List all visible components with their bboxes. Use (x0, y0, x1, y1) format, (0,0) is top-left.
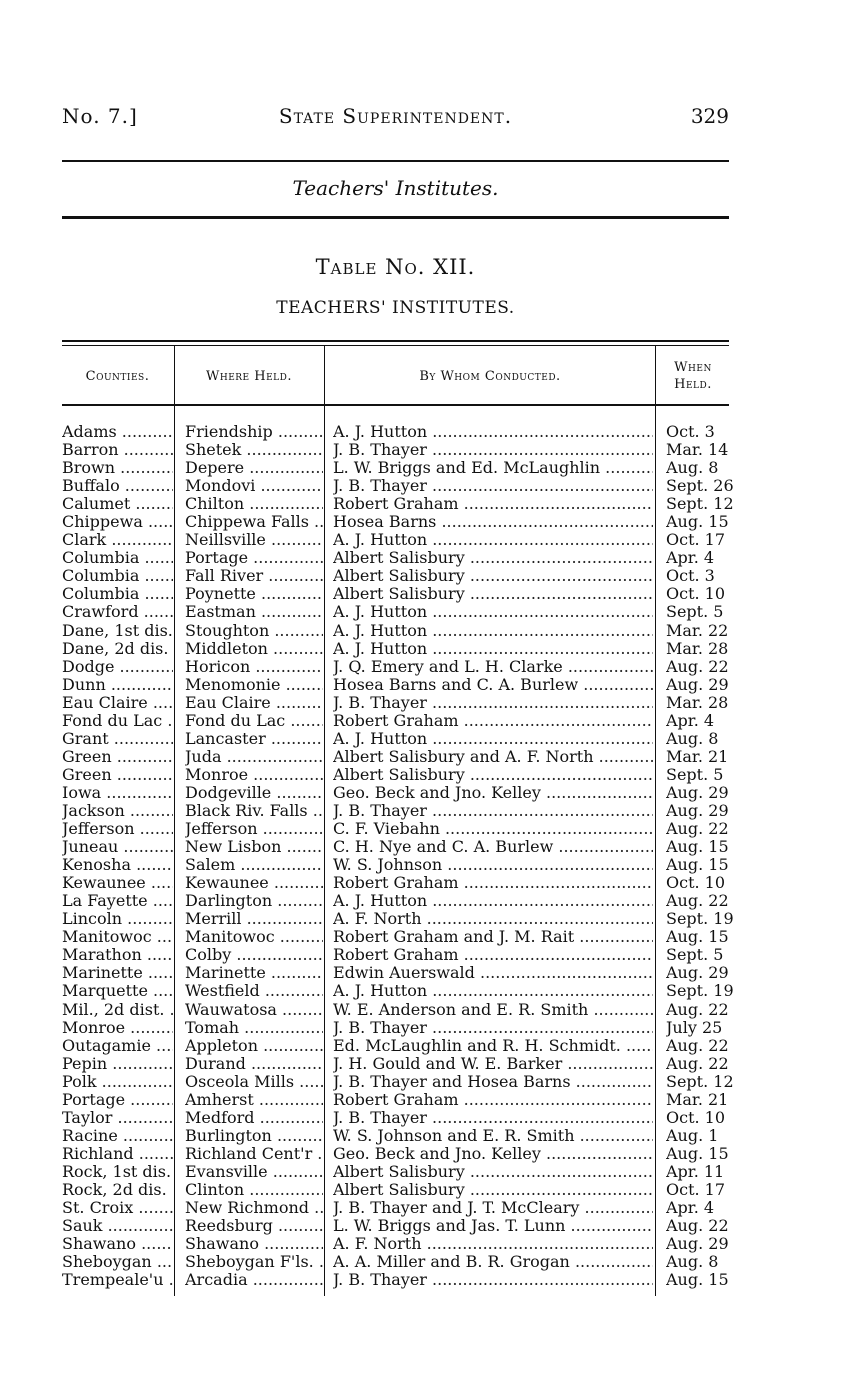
conductor-cell: J. B. Thayer ..... (333, 802, 653, 820)
table-row (62, 1235, 732, 1253)
table-row (62, 1181, 732, 1199)
table-row (62, 730, 732, 748)
conductor-cell: Albert Salisbury and A. F. North ..... (333, 748, 653, 766)
where-held-cell: Portage ..... (185, 549, 323, 567)
where-held-cell: New Lisbon ..... (185, 838, 323, 856)
table-row (62, 1019, 732, 1037)
where-held-cell: Neillsville ..... (185, 531, 323, 549)
county-cell: Dane, 1st dis. ..... (62, 622, 173, 640)
date-cell: Aug. 15 (666, 856, 729, 875)
date-cell: Aug. 8 (666, 459, 719, 478)
date-cell: July 25 (666, 1018, 723, 1037)
date-cell: Oct. 3 (666, 567, 715, 586)
conductor-cell: Geo. Beck and Jno. Kelley ..... (333, 1145, 653, 1163)
date-cell: Oct. 17 (666, 531, 726, 550)
date-cell: Aug. 22 (666, 892, 729, 911)
county-cell: Eau Claire ..... (62, 694, 173, 712)
where-held-cell: Chilton ..... (185, 495, 323, 513)
date-cell: Aug. 15 (666, 1271, 729, 1290)
table-row (62, 1145, 732, 1163)
county-cell: Trempeale'u ..... (62, 1271, 173, 1289)
conductor-cell: Hosea Barns ..... (333, 513, 653, 531)
where-held-cell: Marinette ..... (185, 964, 323, 982)
header-rule-bottom (62, 216, 729, 219)
date-cell: Apr. 11 (666, 1162, 725, 1181)
county-cell: Calumet ..... (62, 495, 173, 513)
county-cell: Outagamie ..... (62, 1037, 173, 1055)
where-held-cell: Horicon ..... (185, 658, 323, 676)
conductor-cell: J. B. Thayer ..... (333, 694, 653, 712)
where-held-cell: Evansville ..... (185, 1163, 323, 1181)
conductor-cell: A. J. Hutton ..... (333, 531, 653, 549)
conductor-cell: L. W. Briggs and Ed. McLaughlin ..... (333, 459, 653, 477)
where-held-cell: Richland Cent'r ..... (185, 1145, 323, 1163)
table-row (62, 1037, 732, 1055)
date-cell: Apr. 4 (666, 549, 715, 568)
conductor-cell: Albert Salisbury ..... (333, 766, 653, 784)
table-title: TEACHERS' INSTITUTES. (276, 298, 515, 318)
county-cell: Mil., 2d dist. ..... (62, 1001, 173, 1019)
conductor-cell: J. Q. Emery and L. H. Clarke ..... (333, 658, 653, 676)
where-held-cell: Stoughton ..... (185, 622, 323, 640)
where-held-cell: Friendship ..... (185, 423, 323, 441)
county-cell: Taylor ..... (62, 1109, 173, 1127)
date-cell: Sept. 5 (666, 946, 724, 965)
where-held-cell: Menomonie ..... (185, 676, 323, 694)
where-held-cell: Colby ..... (185, 946, 323, 964)
where-held-cell: Fall River ..... (185, 567, 323, 585)
conductor-cell: J. B. Thayer ..... (333, 1271, 653, 1289)
where-held-cell: Merrill ..... (185, 910, 323, 928)
county-cell: Grant ..... (62, 730, 173, 748)
date-cell: Apr. 4 (666, 1199, 715, 1218)
county-cell: Chippewa ..... (62, 513, 173, 531)
county-cell: Racine ..... (62, 1127, 173, 1145)
table-row (62, 946, 732, 964)
date-cell: Sept. 26 (666, 477, 734, 496)
county-cell: Buffalo ..... (62, 477, 173, 495)
table-row (62, 766, 732, 784)
header-bottom-rule (62, 404, 729, 406)
column-header-when-held: When Held. (674, 360, 712, 392)
table-row (62, 1001, 732, 1019)
table-row (62, 748, 732, 766)
county-cell: Sauk ..... (62, 1217, 173, 1235)
where-held-cell: Dodgeville ..... (185, 784, 323, 802)
county-cell: Marathon ..... (62, 946, 173, 964)
county-cell: Lincoln ..... (62, 910, 173, 928)
table-row (62, 549, 732, 567)
date-cell: Aug. 22 (666, 657, 729, 676)
conductor-cell: J. H. Gould and W. E. Barker ..... (333, 1055, 653, 1073)
where-held-cell: Poynette ..... (185, 585, 323, 603)
date-cell: Oct. 10 (666, 585, 726, 604)
running-title: State Superintendent. (278, 104, 513, 128)
where-held-cell: Amherst ..... (185, 1091, 323, 1109)
table-top-rule (62, 340, 729, 342)
where-held-cell: Westfield ..... (185, 982, 323, 1000)
county-cell: St. Croix ..... (62, 1199, 173, 1217)
where-held-cell: Black Riv. Falls ..... (185, 802, 323, 820)
table-row (62, 531, 732, 549)
county-cell: Shawano ..... (62, 1235, 173, 1253)
document-number: No. 7.] (62, 104, 138, 128)
table-row (62, 603, 732, 621)
where-held-cell: Shawano ..... (185, 1235, 323, 1253)
conductor-cell: W. E. Anderson and E. R. Smith ..... (333, 1001, 653, 1019)
date-cell: Sept. 12 (666, 495, 734, 514)
county-cell: Monroe ..... (62, 1019, 173, 1037)
table-row (62, 838, 732, 856)
conductor-cell: Robert Graham and J. M. Rait ..... (333, 928, 653, 946)
date-cell: Mar. 21 (666, 747, 729, 766)
table-row (62, 658, 732, 676)
county-cell: Fond du Lac ..... (62, 712, 173, 730)
table-row (62, 495, 732, 513)
table-row (62, 856, 732, 874)
where-held-cell: Mondovi ..... (185, 477, 323, 495)
where-held-cell: Kewaunee ..... (185, 874, 323, 892)
county-cell: Marinette ..... (62, 964, 173, 982)
table-row (62, 874, 732, 892)
conductor-cell: Edwin Auerswald ..... (333, 964, 653, 982)
table-row (62, 784, 732, 802)
date-cell: Sept. 19 (666, 982, 734, 1001)
conductor-cell: Hosea Barns and C. A. Burlew ..... (333, 676, 653, 694)
date-cell: Mar. 22 (666, 621, 729, 640)
table-row (62, 567, 732, 585)
county-cell: Marquette ..... (62, 982, 173, 1000)
date-cell: Aug. 29 (666, 964, 729, 983)
county-cell: Crawford ..... (62, 603, 173, 621)
where-held-cell: Jefferson ..... (185, 820, 323, 838)
date-cell: Aug. 15 (666, 838, 729, 857)
where-held-cell: Middleton ..... (185, 640, 323, 658)
where-held-cell: Depere ..... (185, 459, 323, 477)
table-row (62, 1271, 732, 1289)
where-held-cell: Appleton ..... (185, 1037, 323, 1055)
where-held-cell: Osceola Mills ..... (185, 1073, 323, 1091)
conductor-cell: A. J. Hutton ..... (333, 603, 653, 621)
date-cell: Mar. 28 (666, 639, 729, 658)
date-cell: Mar. 28 (666, 693, 729, 712)
date-cell: Aug. 15 (666, 928, 729, 947)
date-cell: Aug. 8 (666, 1253, 719, 1272)
table-row (62, 1253, 732, 1271)
table-row (62, 964, 732, 982)
where-held-cell: New Richmond ..... (185, 1199, 323, 1217)
county-cell: Adams ..... (62, 423, 173, 441)
conductor-cell: A. J. Hutton ..... (333, 982, 653, 1000)
conductor-cell: Albert Salisbury ..... (333, 549, 653, 567)
conductor-cell: Robert Graham ..... (333, 946, 653, 964)
table-row (62, 802, 732, 820)
date-cell: Aug. 22 (666, 820, 729, 839)
conductor-cell: Robert Graham ..... (333, 1091, 653, 1109)
page-number: 329 (690, 104, 729, 128)
date-cell: Oct. 3 (666, 423, 715, 441)
conductor-cell: L. W. Briggs and Jas. T. Lunn ..... (333, 1217, 653, 1235)
date-cell: Aug. 15 (666, 1144, 729, 1163)
date-cell: Aug. 22 (666, 1054, 729, 1073)
county-cell: Barron ..... (62, 441, 173, 459)
table-row (62, 513, 732, 531)
where-held-cell: Eastman ..... (185, 603, 323, 621)
date-cell: Mar. 21 (666, 1090, 729, 1109)
county-cell: Sheboygan ..... (62, 1253, 173, 1271)
county-cell: Dane, 2d dis. ..... (62, 640, 173, 658)
table-row (62, 892, 732, 910)
table-row (62, 982, 732, 1000)
conductor-cell: Albert Salisbury ..... (333, 1163, 653, 1181)
conductor-cell: A. J. Hutton ..... (333, 640, 653, 658)
table-row (62, 441, 732, 459)
conductor-cell: A. J. Hutton ..... (333, 892, 653, 910)
county-cell: Richland ..... (62, 1145, 173, 1163)
date-cell: Oct. 17 (666, 1180, 726, 1199)
conductor-cell: Albert Salisbury ..... (333, 567, 653, 585)
conductor-cell: A. A. Miller and B. R. Grogan ..... (333, 1253, 653, 1271)
column-header-by-whom: By Whom Conducted. (419, 368, 561, 384)
where-held-cell: Manitowoc ..... (185, 928, 323, 946)
conductor-cell: J. B. Thayer ..... (333, 477, 653, 495)
table-row (62, 477, 732, 495)
conductor-cell: A. J. Hutton ..... (333, 423, 653, 441)
where-held-cell: Salem ..... (185, 856, 323, 874)
county-cell: Dunn ..... (62, 676, 173, 694)
date-cell: Aug. 15 (666, 513, 729, 532)
county-cell: Columbia ..... (62, 567, 173, 585)
conductor-cell: A. F. North ..... (333, 1235, 653, 1253)
date-cell: Sept. 5 (666, 765, 724, 784)
where-held-cell: Fond du Lac ..... (185, 712, 323, 730)
where-held-cell: Tomah ..... (185, 1019, 323, 1037)
conductor-cell: Albert Salisbury ..... (333, 585, 653, 603)
date-cell: Aug. 29 (666, 783, 729, 802)
where-held-cell: Shetek ..... (185, 441, 323, 459)
where-held-cell: Burlington ..... (185, 1127, 323, 1145)
conductor-cell: C. H. Nye and C. A. Burlew ..... (333, 838, 653, 856)
conductor-cell: A. J. Hutton ..... (333, 622, 653, 640)
table-row (62, 712, 732, 730)
table-row (62, 1091, 732, 1109)
table-row (62, 423, 732, 441)
table-row (62, 1109, 732, 1127)
conductor-cell: Robert Graham ..... (333, 874, 653, 892)
date-cell: Sept. 12 (666, 1072, 734, 1091)
county-cell: Pepin ..... (62, 1055, 173, 1073)
section-subtitle: Teachers' Institutes. (292, 176, 499, 200)
county-cell: Rock, 2d dis. ..... (62, 1181, 173, 1199)
table-row (62, 1127, 732, 1145)
conductor-cell: A. F. North ..... (333, 910, 653, 928)
county-cell: Kewaunee ..... (62, 874, 173, 892)
county-cell: Dodge ..... (62, 658, 173, 676)
date-cell: Aug. 29 (666, 675, 729, 694)
conductor-cell: Geo. Beck and Jno. Kelley ..... (333, 784, 653, 802)
where-held-cell: Reedsburg ..... (185, 1217, 323, 1235)
conductor-cell: W. S. Johnson ..... (333, 856, 653, 874)
date-cell: Aug. 1 (666, 1126, 719, 1145)
date-cell: Aug. 22 (666, 1217, 729, 1236)
county-cell: Rock, 1st dis. ..... (62, 1163, 173, 1181)
table-body (62, 423, 732, 1289)
conductor-cell: J. B. Thayer and J. T. McCleary ..... (333, 1199, 653, 1217)
date-cell: Oct. 10 (666, 874, 726, 893)
date-cell: Apr. 4 (666, 711, 715, 730)
date-cell: Sept. 19 (666, 910, 734, 929)
date-cell: Aug. 22 (666, 1000, 729, 1019)
conductor-cell: A. J. Hutton ..... (333, 730, 653, 748)
table-top-rule-thin (62, 345, 729, 346)
where-held-cell: Lancaster ..... (185, 730, 323, 748)
conductor-cell: Albert Salisbury ..... (333, 1181, 653, 1199)
conductor-cell: J. B. Thayer ..... (333, 441, 653, 459)
county-cell: Jefferson ..... (62, 820, 173, 838)
table-row (62, 1055, 732, 1073)
county-cell: Green ..... (62, 748, 173, 766)
where-held-cell: Medford ..... (185, 1109, 323, 1127)
table-row (62, 640, 732, 658)
county-cell: Polk ..... (62, 1073, 173, 1091)
date-cell: Aug. 8 (666, 729, 719, 748)
table-row (62, 910, 732, 928)
date-cell: Aug. 29 (666, 801, 729, 820)
table-row (62, 459, 732, 477)
table-row (62, 622, 732, 640)
where-held-cell: Sheboygan F'ls. ..... (185, 1253, 323, 1271)
table-row (62, 820, 732, 838)
conductor-cell: J. B. Thayer ..... (333, 1019, 653, 1037)
county-cell: Jackson ..... (62, 802, 173, 820)
table-row (62, 694, 732, 712)
where-held-cell: Chippewa Falls ..... (185, 513, 323, 531)
conductor-cell: W. S. Johnson and E. R. Smith ..... (333, 1127, 653, 1145)
table-row (62, 676, 732, 694)
column-header-where-held: Where Held. (206, 368, 292, 384)
table-row (62, 1217, 732, 1235)
conductor-cell: J. B. Thayer and Hosea Barns ..... (333, 1073, 653, 1091)
county-cell: La Fayette ..... (62, 892, 173, 910)
page-header (62, 104, 729, 134)
conductor-cell: Robert Graham ..... (333, 495, 653, 513)
column-header-counties: Counties. (85, 368, 150, 384)
county-cell: Portage ..... (62, 1091, 173, 1109)
table-row (62, 928, 732, 946)
header-rule-top (62, 160, 729, 162)
table-row (62, 1199, 732, 1217)
where-held-cell: Eau Claire ..... (185, 694, 323, 712)
date-cell: Oct. 10 (666, 1108, 726, 1127)
conductor-cell: C. F. Viebahn ..... (333, 820, 653, 838)
date-cell: Sept. 5 (666, 603, 724, 622)
table-row (62, 1073, 732, 1091)
county-cell: Brown ..... (62, 459, 173, 477)
where-held-cell: Clinton ..... (185, 1181, 323, 1199)
county-cell: Manitowoc ..... (62, 928, 173, 946)
county-cell: Columbia ..... (62, 549, 173, 567)
where-held-cell: Durand ..... (185, 1055, 323, 1073)
county-cell: Iowa ..... (62, 784, 173, 802)
where-held-cell: Darlington ..... (185, 892, 323, 910)
county-cell: Juneau ..... (62, 838, 173, 856)
conductor-cell: J. B. Thayer ..... (333, 1109, 653, 1127)
where-held-cell: Juda ..... (185, 748, 323, 766)
where-held-cell: Wauwatosa ..... (185, 1001, 323, 1019)
county-cell: Clark ..... (62, 531, 173, 549)
conductor-cell: Ed. McLaughlin and R. H. Schmidt. ..... (333, 1037, 653, 1055)
date-cell: Mar. 14 (666, 441, 729, 460)
county-cell: Columbia ..... (62, 585, 173, 603)
table-row (62, 1163, 732, 1181)
conductor-cell: Robert Graham ..... (333, 712, 653, 730)
county-cell: Kenosha ..... (62, 856, 173, 874)
county-cell: Green ..... (62, 766, 173, 784)
date-cell: Aug. 22 (666, 1036, 729, 1055)
table-number: Table No. XII. (315, 255, 476, 279)
table-row (62, 585, 732, 603)
where-held-cell: Arcadia ..... (185, 1271, 323, 1289)
date-cell: Aug. 29 (666, 1235, 729, 1254)
where-held-cell: Monroe ..... (185, 766, 323, 784)
